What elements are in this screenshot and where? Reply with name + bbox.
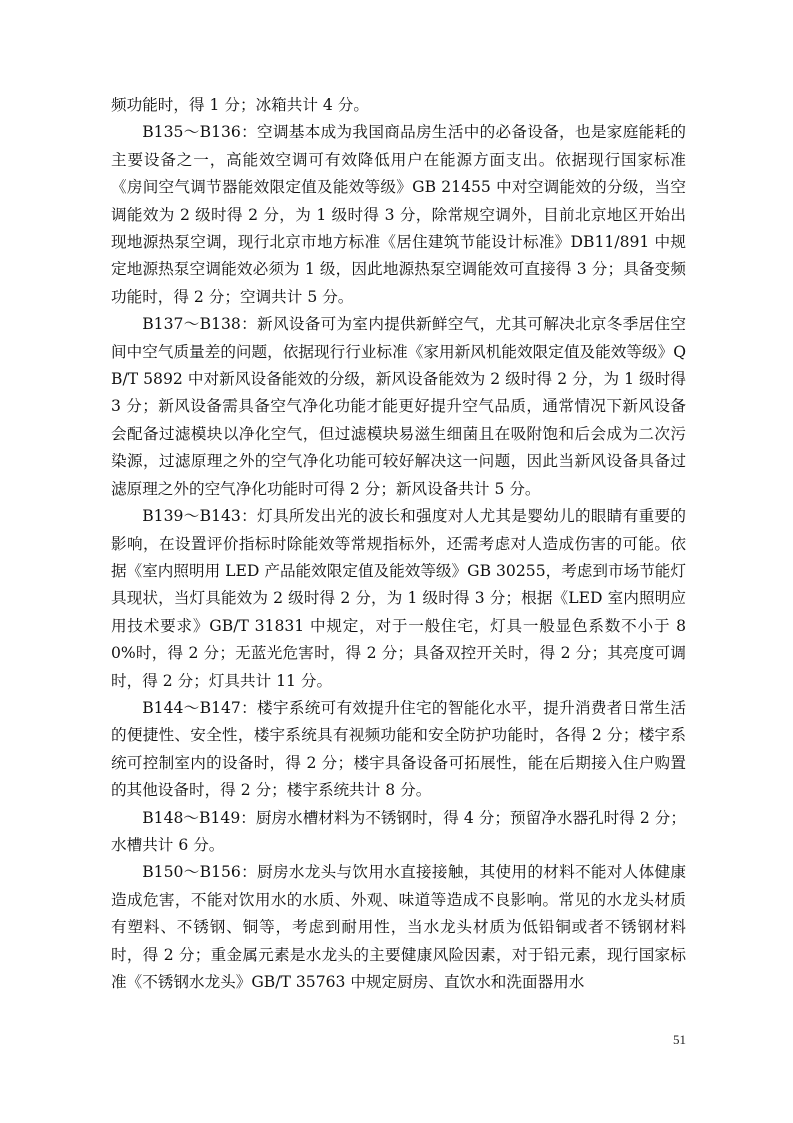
paragraph-1: 频功能时，得 1 分；冰箱共计 4 分。 <box>111 96 369 114</box>
body-text <box>111 92 686 996</box>
paragraph-b137-b138: B137～B138：新风设备可为室内提供新鲜空气，尤其可解决北京冬季居住空间中空气质量差的问题，依据现行行业标准《家用新风机能效限定值及能效等级》QB/T 5892 中对新风设备能效的分级，新风设备能效为 2 级时得 2 分，为 1 级时得 3 分；新风设备需具备空气净化功能才能更好提升空气品质，通常情况下新风设备会配备过滤模块以净化空气，但过滤模块易滋生细菌且在吸附饱和后会成为二次污染源，过滤原理之外的空气净化功能可较好解决这一问题，因此当新风设备具备过滤原理之外的空气净化功能时可得 2 分；新风设备共计 5 分。 <box>111 315 686 498</box>
paragraph-b135-b136: B135～B136：空调基本成为我国商品房生活中的必备设备，也是家庭能耗的主要设备之一，高能效空调可有效降低用户在能源方面支出。依据现行国家标准《房间空气调节器能效限定值及能效等级》GB 21455 中对空调能效的分级，当空调能效为 2 级时得 2 分，为 1 级时得 3 分，除常规空调外，目前北京地区开始出现地源热泵空调，现行北京市地方标准《居住建筑节能设计标准》DB11/891 中规定地源热泵空调能效必须为 1 级，因此地源热泵空调能效可直接得 3 分；具备变频功能时，得 2 分；空调共计 5 分。 <box>111 123 686 306</box>
paragraph-b139-b143: B139～B143：灯具所发出光的波长和强度对人尤其是婴幼儿的眼睛有重要的影响，在设置评价指标时除能效等常规指标外，还需考虑对人造成伤害的可能。依据《室内照明用 LED 产品能效限定值及能效等级》GB 30255，考虑到市场节能灯具现状，当灯具能效为 2 级时得 2 分，为 1 级时得 3 分；根据《LED 室内照明应用技术要求》GB/T 31831 中规定，对于一般住宅，灯具一般显色系数不小于 80%时，得 2 分；无蓝光危害时，得 2 分；具备双控开关时，得 2 分；其亮度可调时，得 2 分；灯具共计 11 分。 <box>111 507 686 690</box>
paragraph-b150-b156: B150～B156：厨房水龙头与饮用水直接接触，其使用的材料不能对人体健康造成危害，不能对饮用水的水质、外观、味道等造成不良影响。常见的水龙头材质有塑料、不锈钢、铜等，考虑到耐用性，当水龙头材质为低铅铜或者不锈钢材料时，得 2 分；重金属元素是水龙头的主要健康风险因素，对于铅元素，现行国家标准《不锈钢水龙头》GB/T 35763 中规定厨房、直饮水和洗面器用水 <box>111 863 686 991</box>
paragraph-b148-b149: B148～B149：厨房水槽材料为不锈钢时，得 4 分；预留净水器孔时得 2 分；水槽共计 6 分。 <box>111 808 686 854</box>
paragraph-b144-b147: B144～B147：楼宇系统可有效提升住宅的智能化水平，提升消费者日常生活的便捷性、安全性，楼宇系统具有视频功能和安全防护功能时，各得 2 分；楼宇系统可控制室内的设备时，得 2 分；楼宇具备设备可拓展性，能在后期接入住户购置的其他设备时，得 2 分；楼宇系统共计 8 分。 <box>111 698 686 800</box>
page-number: 51 <box>673 1032 686 1047</box>
